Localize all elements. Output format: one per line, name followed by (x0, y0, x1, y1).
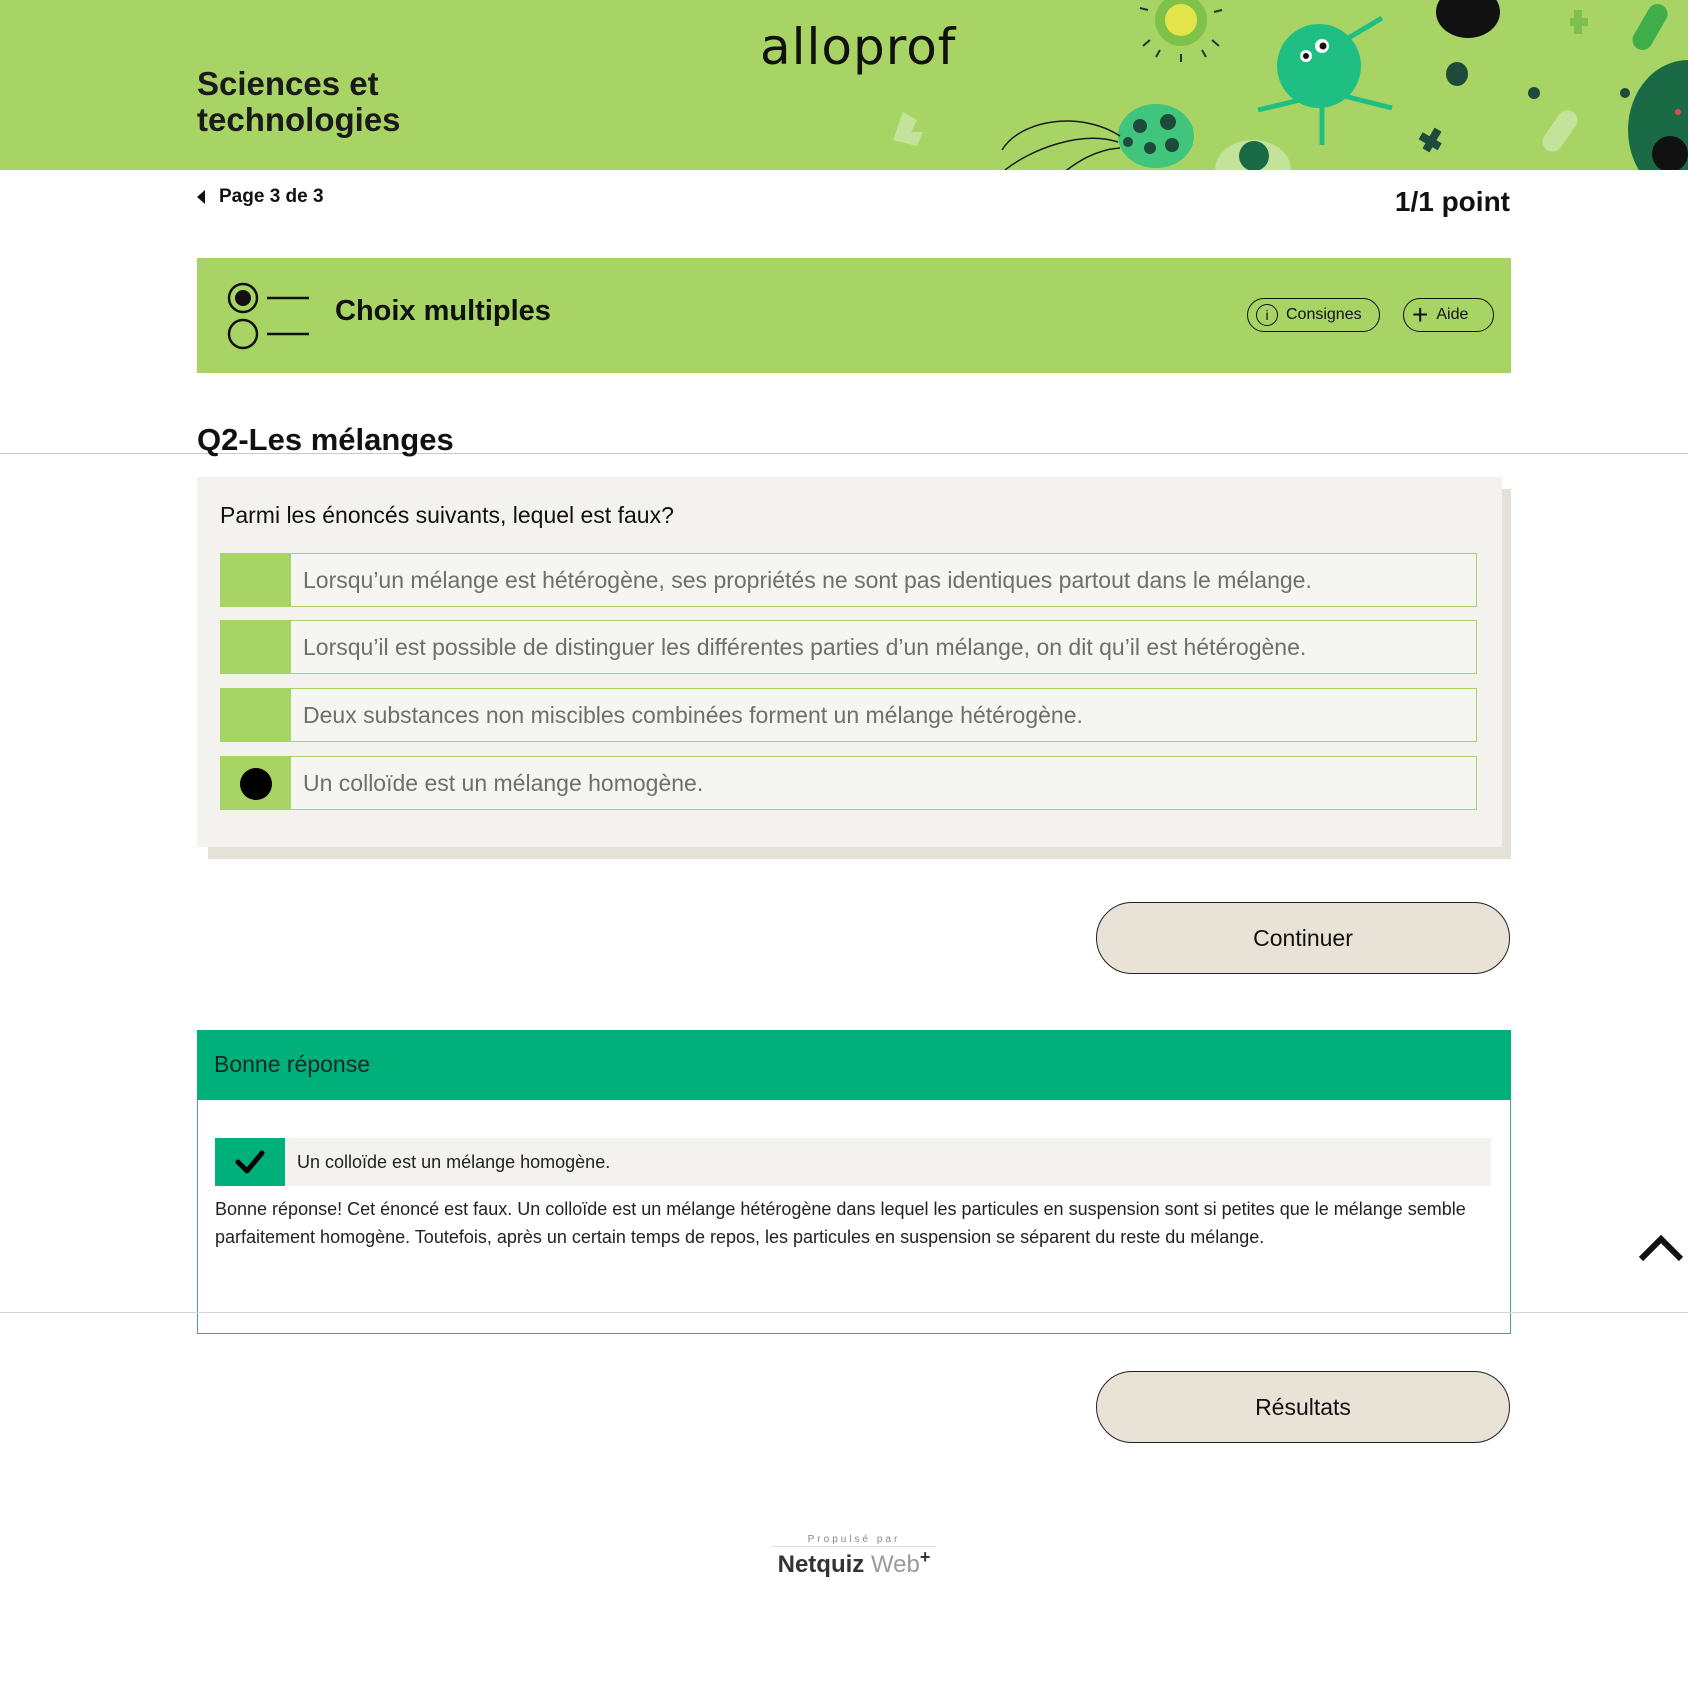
continue-button[interactable]: Continuer (1096, 902, 1510, 974)
choice-text: Lorsqu’un mélange est hétérogène, ses propriétés ne sont pas identiques partout dans le mélange. (303, 567, 1312, 593)
choice-text: Deux substances non miscibles combinées forment un mélange hétérogène. (303, 702, 1083, 728)
consignes-button[interactable] (1247, 298, 1380, 332)
divider (0, 1312, 1688, 1313)
feedback-explanation: Bonne réponse! Cet énoncé est faux. Un colloïde est un mélange hétérogène dans lequel les particules en suspension sont si petites que le mélange semble parfaitement homogène. Toutefois, après un certain temps de repos, les particules en suspension se séparent du reste du mélange. (215, 1199, 1466, 1247)
choice-option-2[interactable] (220, 620, 1477, 674)
subject-line-1: Sciences et (197, 65, 379, 102)
question-title: Q2-Les mélanges (197, 422, 454, 457)
results-button[interactable]: Résultats (1096, 1371, 1510, 1443)
checkmark-icon (215, 1138, 285, 1186)
page-nav-back[interactable] (197, 186, 324, 208)
question-type-title: Choix multiples (335, 295, 551, 327)
question-type-bar (197, 258, 1511, 373)
choice-option-1[interactable] (220, 553, 1477, 607)
question-card (197, 477, 1502, 847)
plus-icon: + (1412, 299, 1429, 330)
subject-title (197, 66, 401, 138)
powered-by-label: Propulsé par (772, 1534, 936, 1547)
multiple-choice-icon (227, 282, 311, 352)
brand-main: Netquiz (777, 1551, 865, 1578)
subject-line-2: technologies (197, 101, 401, 138)
score: 1/1 point (1394, 186, 1510, 217)
choice-option-4[interactable] (220, 756, 1477, 810)
info-icon: i (1256, 304, 1278, 326)
feedback-answer-text: Un colloïde est un mélange homogène. (297, 1152, 611, 1172)
scroll-to-top-icon[interactable] (1638, 1232, 1684, 1262)
aide-button[interactable] (1403, 298, 1494, 332)
header-banner (0, 0, 1688, 170)
choice-text: Un colloïde est un mélange homogène. (303, 770, 704, 796)
netquiz-logo (772, 1547, 936, 1579)
netquiz-powered-by[interactable] (772, 1534, 936, 1579)
alloprof-logo[interactable]: alloprof (760, 18, 957, 76)
brand-web: Web (870, 1551, 920, 1578)
pager-label: Page 3 de 3 (219, 186, 324, 207)
choice-radio[interactable] (221, 621, 291, 673)
choice-text: Lorsqu’il est possible de distinguer les différentes parties d’un mélange, on dit qu’il est hétérogène. (303, 634, 1307, 660)
selected-dot-icon (240, 768, 272, 800)
brand-plus: + (919, 1547, 931, 1567)
aide-label: Aide (1436, 306, 1469, 323)
question-prompt: Parmi les énoncés suivants, lequel est faux? (220, 502, 674, 528)
choice-option-3[interactable] (220, 688, 1477, 742)
choice-radio[interactable] (221, 554, 291, 606)
feedback-panel (197, 1030, 1511, 1334)
feedback-answer (215, 1138, 1491, 1186)
caret-left-icon (197, 190, 205, 204)
feedback-header (197, 1030, 1511, 1100)
feedback-header-text: Bonne réponse (214, 1051, 371, 1077)
choice-radio[interactable] (221, 689, 291, 741)
consignes-label: Consignes (1286, 306, 1362, 323)
choice-radio-selected[interactable] (221, 757, 291, 809)
